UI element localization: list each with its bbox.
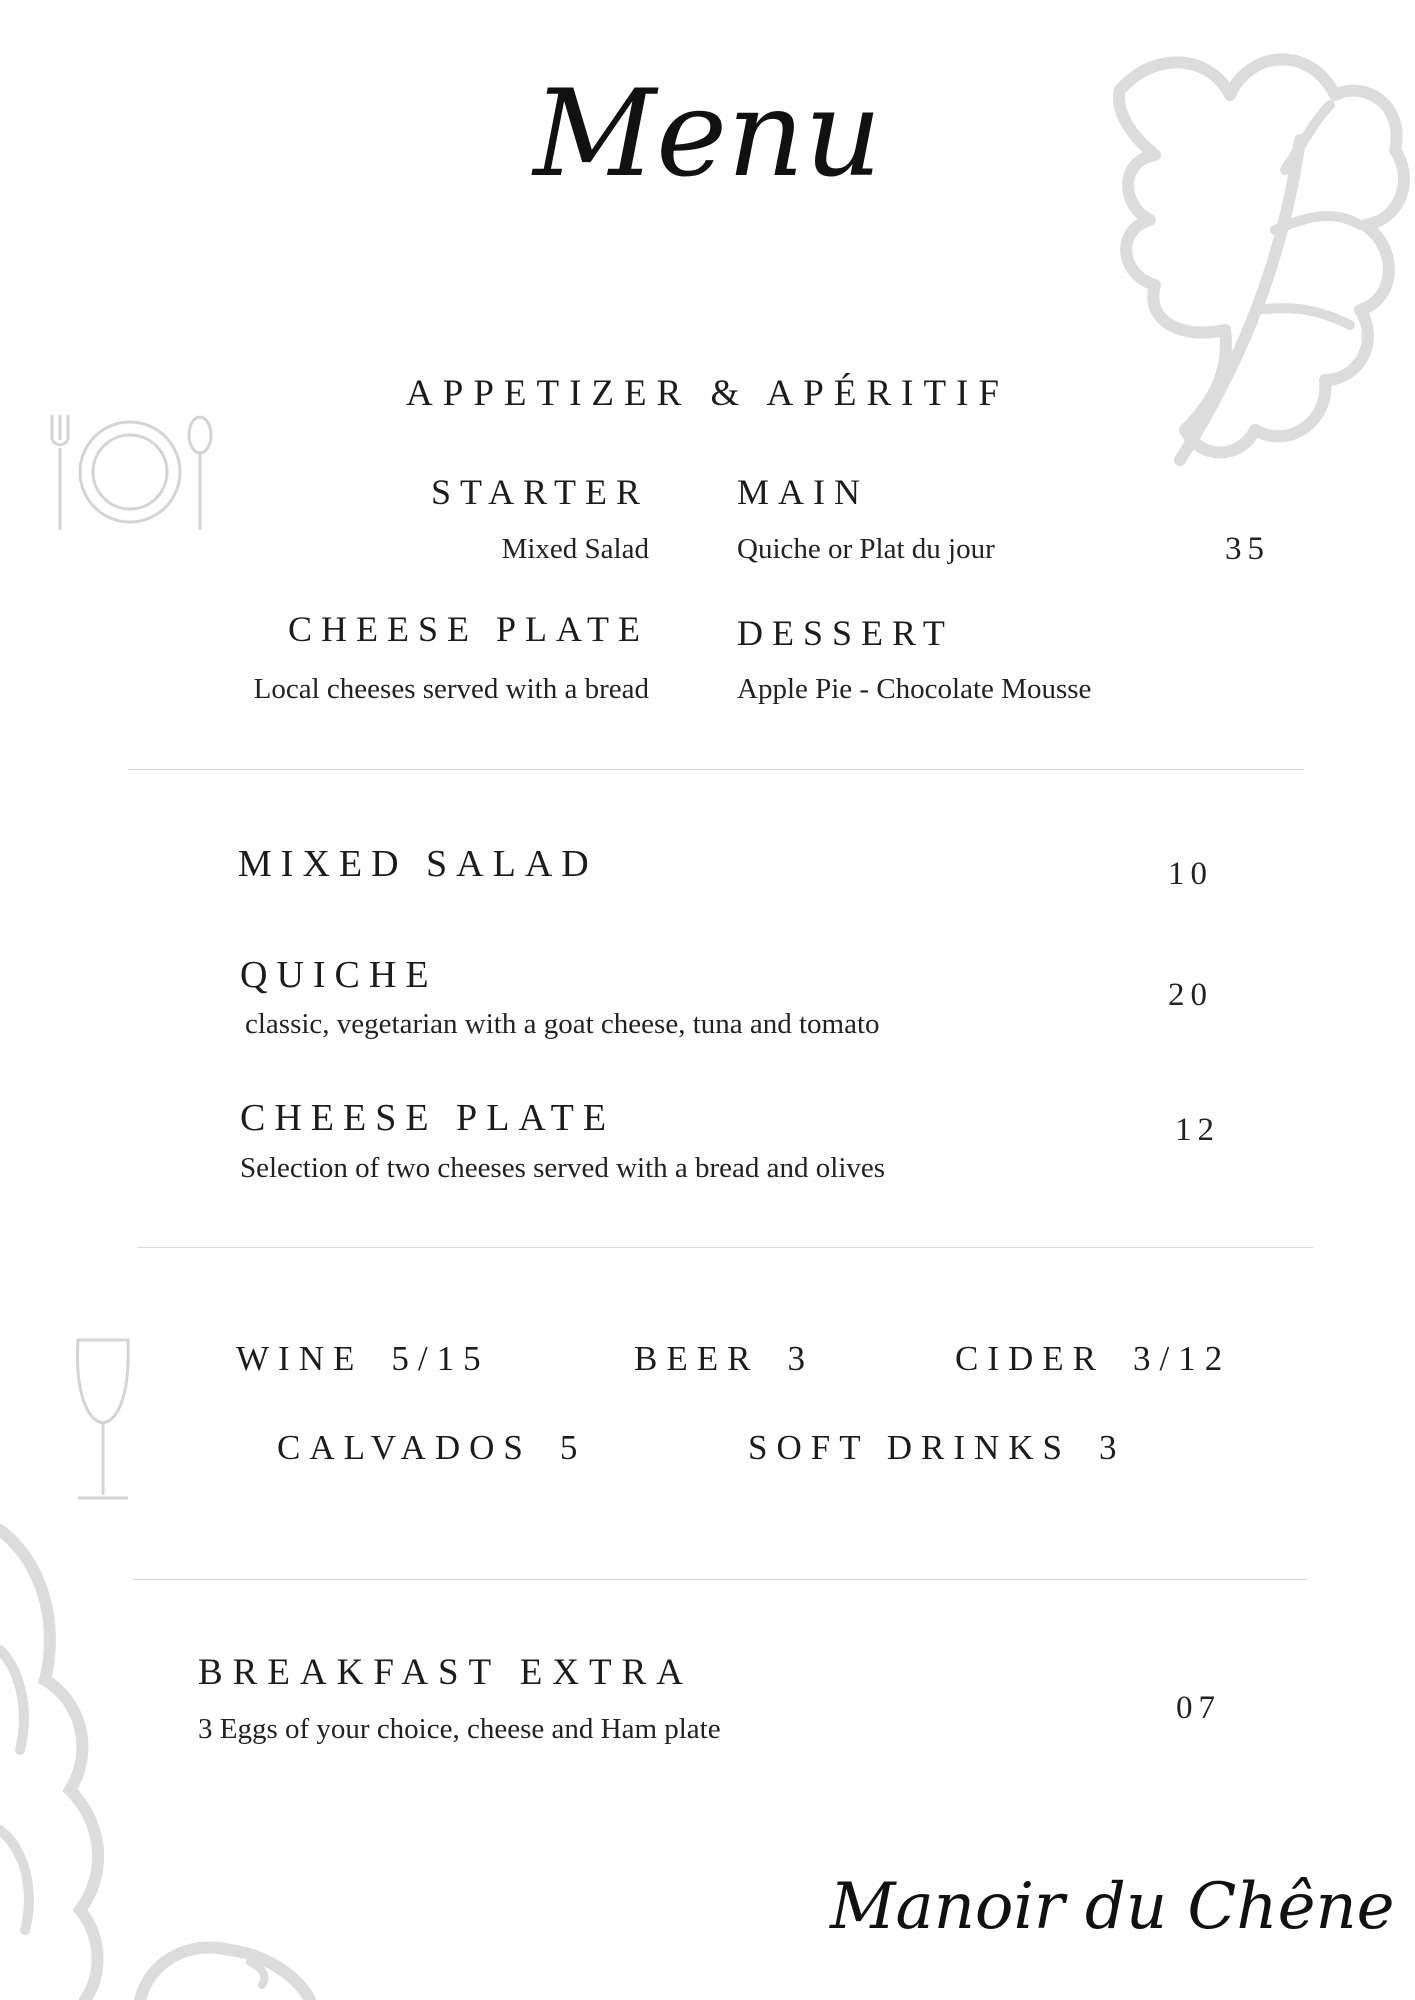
drink-name: CALVADOS [277,1428,532,1467]
main-name: MAIN [737,472,869,512]
drink-name: SOFT DRINKS [748,1428,1071,1467]
drink-soft-drinks [748,1428,1126,1468]
drink-name: BEER [634,1339,760,1378]
dish-price-cheese-plate: 12 [1175,1112,1220,1148]
plate-cutlery-icon [40,410,220,535]
divider [132,1579,1308,1580]
dessert-desc: Apple Pie - Chocolate Mousse [737,673,1092,705]
appetizer-price: 35 [1225,531,1270,567]
drink-beer [634,1339,814,1379]
dish-price-quiche: 20 [1168,977,1213,1013]
drink-price: 3/12 [1133,1339,1232,1378]
drink-calvados [277,1428,586,1468]
drink-price: 5/15 [391,1339,490,1378]
breakfast-name: BREAKFAST EXTRA [198,1652,694,1693]
dish-desc-quiche: classic, vegetarian with a goat cheese, tuna and tomato [245,1008,880,1040]
signature: Manoir du Chêne [830,1870,1395,1944]
drink-price: 3 [1099,1428,1126,1467]
drink-name: CIDER [955,1339,1105,1378]
dessert-name: DESSERT [737,613,954,653]
divider [137,1247,1313,1248]
leaf-bottom-left-icon [0,1500,330,2000]
dish-price-mixed-salad: 10 [1168,856,1213,892]
dish-name-mixed-salad: MIXED SALAD [238,843,598,885]
divider [128,769,1304,770]
dish-desc-cheese-plate: Selection of two cheeses served with a bread and olives [240,1152,886,1184]
cheese-plate-name: CHEESE PLATE [287,609,649,649]
dish-name-cheese-plate: CHEESE PLATE [240,1097,616,1139]
starter-desc: Mixed Salad [501,533,649,565]
drink-cider [955,1339,1231,1379]
drink-price: 3 [787,1339,814,1378]
breakfast-price: 07 [1176,1690,1221,1726]
dish-name-quiche: QUICHE [240,954,438,996]
main-desc: Quiche or Plat du jour [737,533,995,565]
cheese-plate-desc: Local cheeses served with a bread [253,673,649,705]
appetizer-heading: APPETIZER & APÉRITIF [406,373,1009,414]
wine-glass-icon [70,1335,135,1505]
drink-wine [236,1339,490,1379]
drink-name: WINE [236,1339,364,1378]
page-title: Menu [533,65,882,204]
starter-name: STARTER [431,472,649,512]
breakfast-desc: 3 Eggs of your choice, cheese and Ham plate [198,1713,721,1745]
drink-price: 5 [559,1428,587,1467]
